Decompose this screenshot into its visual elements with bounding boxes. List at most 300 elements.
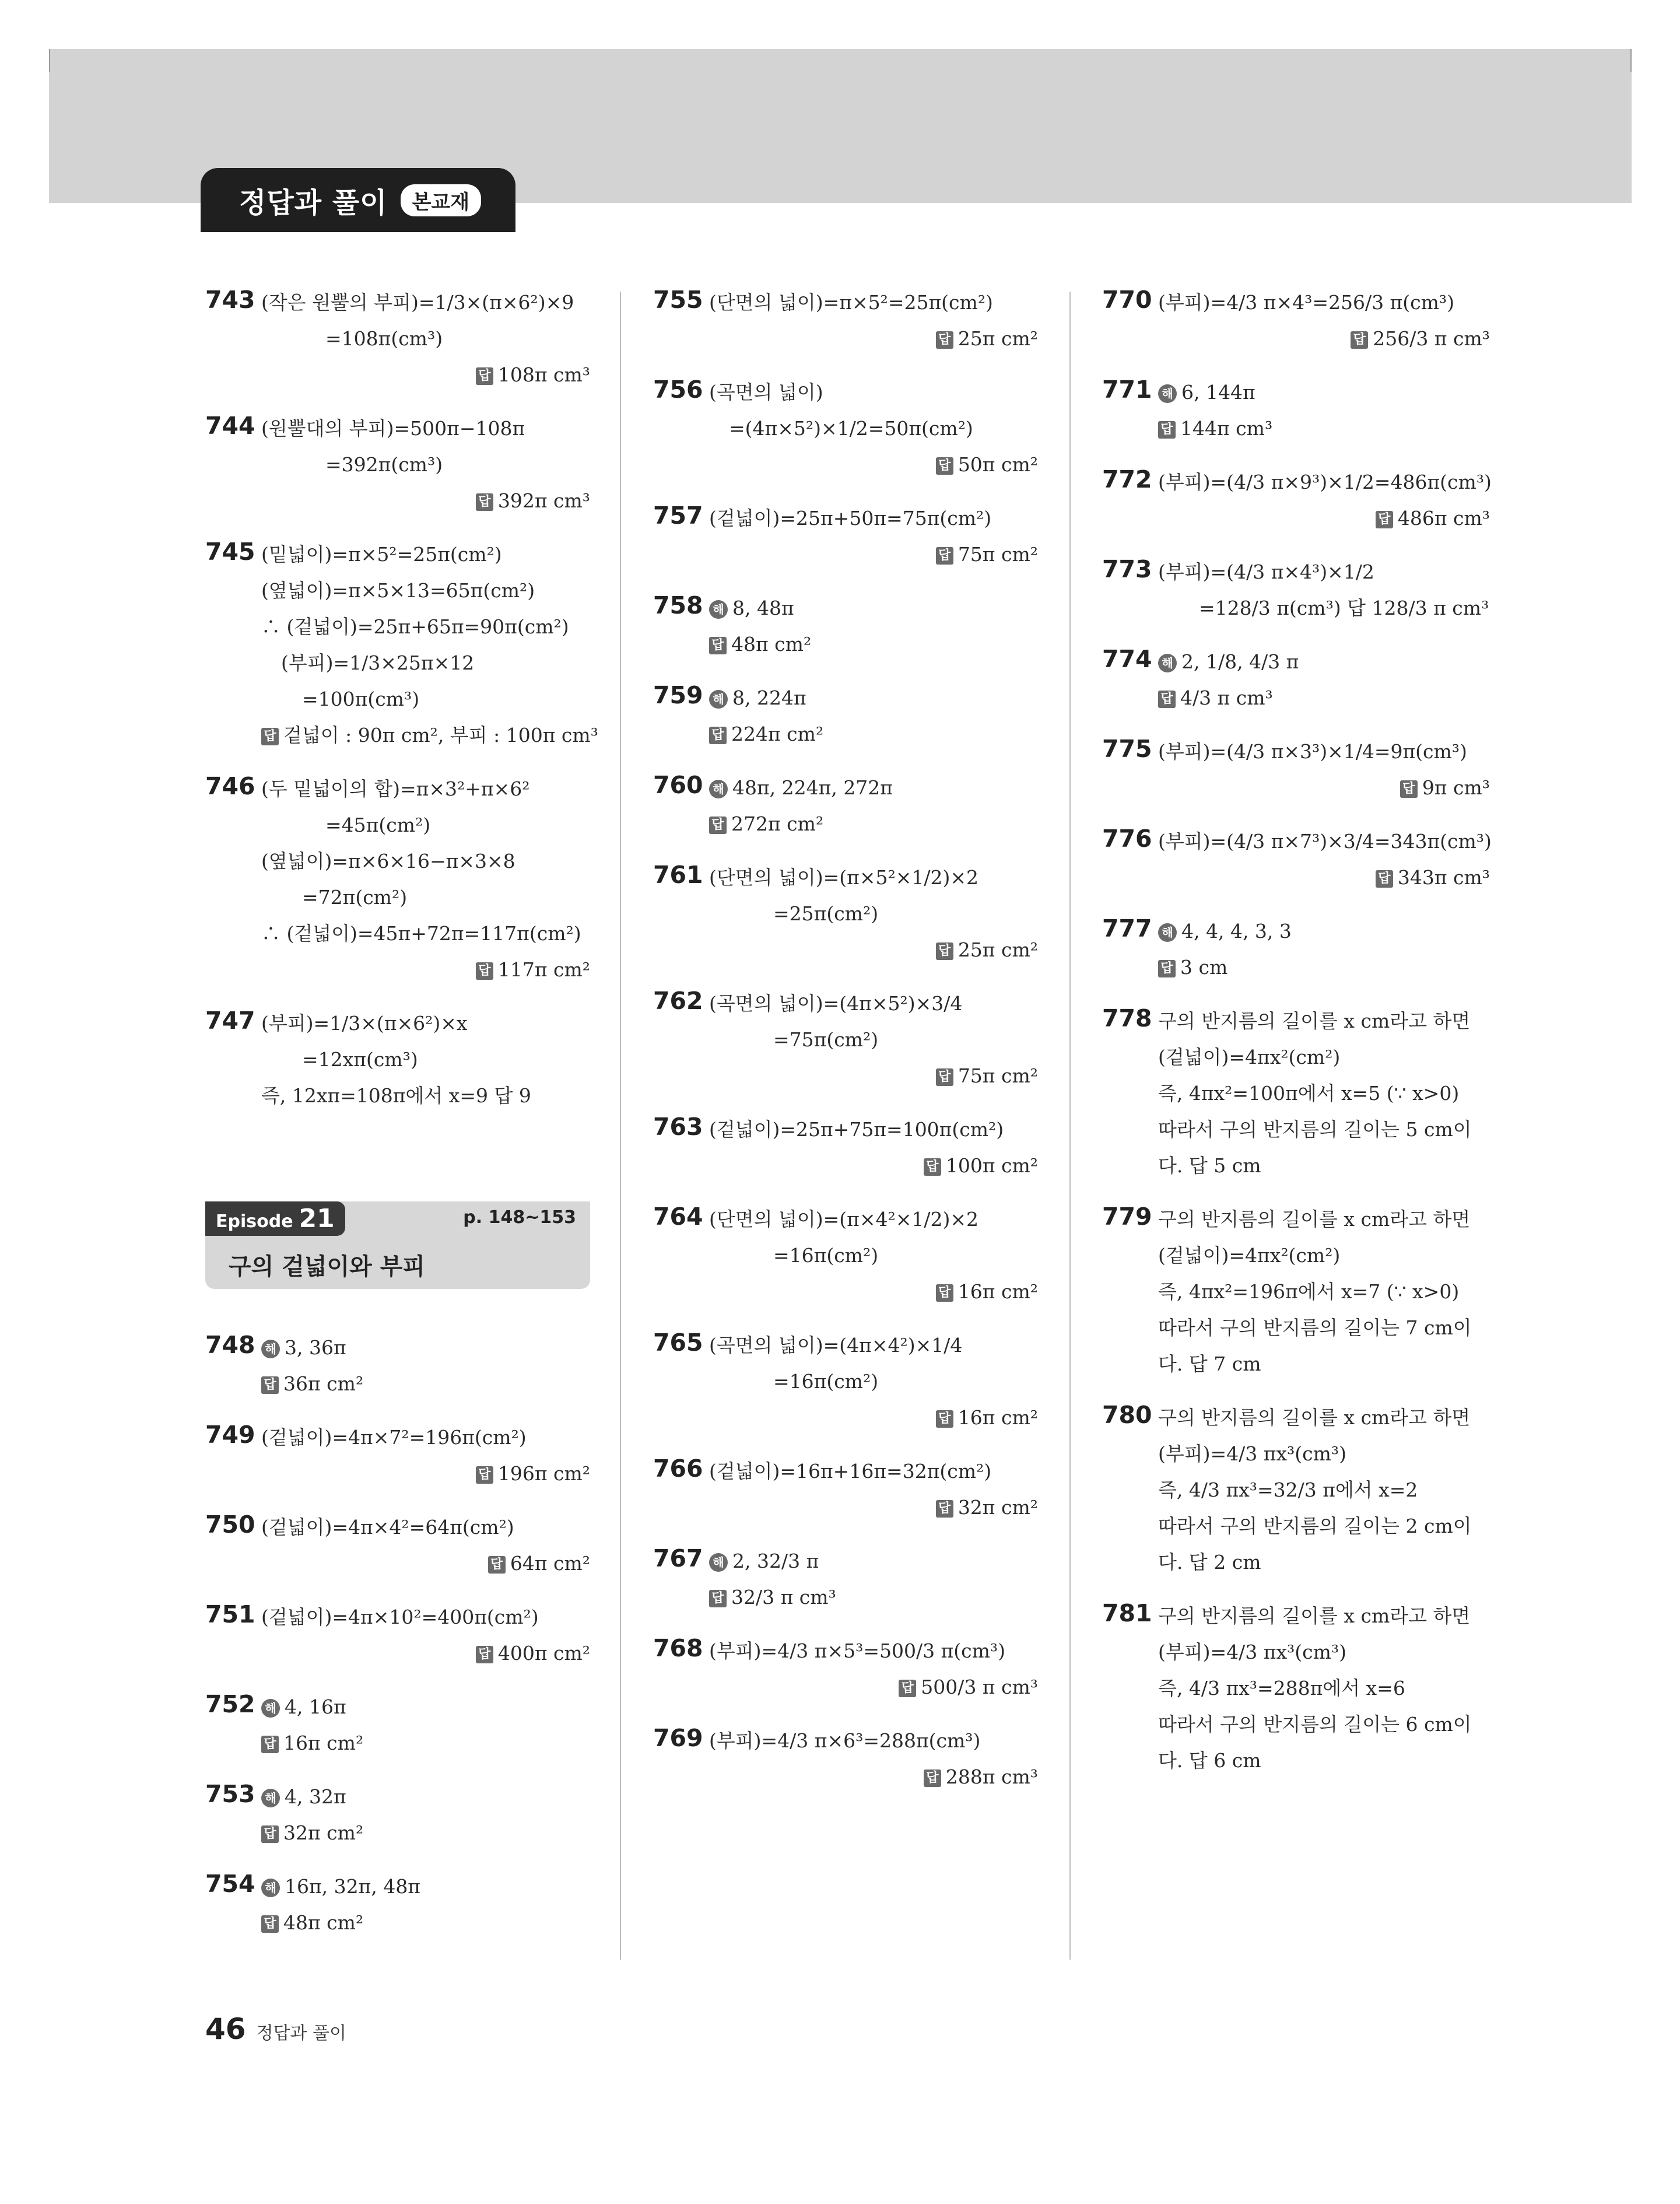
crop-mark [1630,49,1632,72]
problem-number: 771 [1102,376,1152,404]
problem-number: 763 [653,1113,703,1141]
solution-line [261,609,590,645]
solution-line [261,573,590,609]
answer-mark-icon: 답 [936,547,953,565]
hint-line [261,1779,590,1815]
answer-mark-icon: 답 [476,962,493,980]
problem [1102,285,1490,357]
solution-line [1158,1472,1490,1508]
problem-number: 756 [653,376,703,404]
hint-line [261,1330,590,1366]
answer-mark-icon: 답 [261,728,279,745]
hint-line [709,1543,1038,1579]
line-text: (부피)=(4/3 π×3³)×1/4=9π(cm³) [1158,740,1467,763]
problem-number: 779 [1102,1203,1152,1231]
solution-line [709,1201,1038,1238]
hint-mark-icon: 해 [709,780,728,798]
answer-line [261,717,598,754]
line-text: 392π cm³ [497,489,590,512]
problem [653,860,1038,968]
problem [205,1689,590,1761]
line-text: 2, 32/3 π [732,1550,819,1572]
problem [1102,554,1490,626]
solution-line [709,1238,1038,1274]
column-divider [1069,292,1071,1960]
line-text: (부피)=1/3×25π×12 [281,651,475,674]
line-text: 16π, 32π, 48π [285,1875,420,1898]
line-text: (겉넓이)=25π+50π=75π(cm²) [709,507,992,530]
problem [205,411,590,519]
problem-number: 775 [1102,735,1152,763]
solution-line [709,411,1038,447]
answer-line [261,483,590,519]
answer-line [261,1815,590,1851]
solution-line [709,1327,1038,1364]
line-text: (밑넓이)=π×5²=25π(cm²) [261,543,502,566]
line-text: 36π cm² [283,1372,364,1395]
answer-line [709,932,1038,968]
line-text: 16π cm² [958,1406,1038,1429]
solution-line [1158,1346,1490,1382]
solution-line [1158,590,1490,626]
answer-line [709,626,1038,663]
line-text: 196π cm² [497,1462,590,1485]
answer-line [709,447,1038,483]
line-text: 따라서 구의 반지름의 길이는 2 cm이 [1158,1515,1472,1537]
column-3 [1102,285,1490,1796]
answer-line [709,1490,1038,1526]
line-text: 2, 1/8, 4/3 π [1181,650,1299,673]
problem [653,285,1038,357]
problem [205,1599,590,1672]
problem [1102,1400,1490,1581]
problem [205,285,590,393]
line-text: 구의 반지름의 길이를 x cm라고 하면 [1158,1406,1471,1429]
answer-mark-icon: 답 [936,331,953,349]
answer-line [709,1759,1038,1795]
line-text: 따라서 구의 반지름의 길이는 6 cm이 [1158,1713,1472,1736]
answer-mark-icon: 답 [1400,780,1418,798]
problem [653,1453,1038,1526]
line-text: 8, 48π [732,597,794,619]
line-text: 4, 4, 4, 3, 3 [1181,920,1292,942]
answer-line [1158,860,1490,896]
hint-mark-icon: 해 [709,690,728,709]
line-text: (단면의 넓이)=(π×5²×1/2)×2 [709,866,978,889]
solution-line [709,1112,1038,1148]
solution-line [1158,1598,1490,1634]
answer-mark-icon: 답 [936,942,953,960]
line-text: 16π cm² [958,1280,1038,1303]
line-text: 400π cm² [497,1642,590,1665]
problem-number: 772 [1102,465,1152,493]
problem [205,537,598,754]
solution-line [261,1420,590,1456]
line-text: =128/3 π(cm³) 답 128/3 π cm³ [1199,597,1489,619]
line-text: 25π cm² [958,327,1038,350]
solution-line [1158,1039,1490,1075]
answer-mark-icon: 답 [1376,870,1393,888]
line-text: (겉넓이)=4πx²(cm²) [1158,1046,1341,1068]
line-text: 즉, 12xπ=108π에서 x=9 답 9 [261,1084,531,1107]
line-text: =100π(cm³) [302,688,420,710]
answer-mark-icon: 답 [476,1646,493,1663]
line-text: (부피)=(4/3 π×7³)×3/4=343π(cm³) [1158,830,1492,853]
solution-line [709,1723,1038,1759]
answer-mark-icon: 답 [476,1466,493,1484]
problem-number: 754 [205,1870,255,1898]
solution-line [1158,285,1490,321]
solution-line [709,1364,1038,1400]
line-text: (겉넓이)=16π+16π=32π(cm²) [709,1460,992,1483]
line-text: 64π cm² [510,1552,590,1575]
line-text: ∴ (겉넓이)=45π+72π=117π(cm²) [261,922,581,945]
answer-mark-icon: 답 [1376,511,1393,528]
line-text: (옆넓이)=π×5×13=65π(cm²) [261,579,535,602]
solution-line [1158,1400,1490,1436]
answer-line [1158,680,1490,716]
line-text: 다. 답 6 cm [1158,1749,1261,1772]
solution-line [261,843,590,880]
line-text: =75π(cm²) [773,1028,879,1051]
line-text: 32π cm² [958,1496,1038,1519]
problem [653,770,1038,842]
hint-mark-icon: 해 [1158,923,1177,942]
line-text: 즉, 4πx²=196π에서 x=7 (∵ x>0) [1158,1280,1460,1303]
problem-number: 749 [205,1421,255,1449]
answer-line [709,1274,1038,1310]
answer-line [261,1456,590,1492]
solution-line [261,1042,590,1078]
line-text: 9π cm³ [1422,776,1490,799]
solution-line [261,321,590,357]
problem-number: 780 [1102,1401,1152,1429]
problem-number: 764 [653,1203,703,1231]
problem [205,1869,590,1941]
problem [1102,1003,1490,1184]
line-text: 따라서 구의 반지름의 길이는 7 cm이 [1158,1316,1472,1339]
problem-number: 769 [653,1724,703,1752]
solution-line [1158,1707,1490,1743]
solution-line [261,771,590,807]
line-text: 4, 32π [285,1785,346,1808]
solution-line [261,1005,590,1042]
line-text: (부피)=4/3 π×5³=500/3 π(cm³) [709,1639,1005,1662]
column-1 [205,285,598,1958]
problem-number: 750 [205,1511,255,1539]
page-footer [205,2012,346,2046]
line-text: (곡면의 넓이)=(4π×5²)×3/4 [709,992,963,1015]
problem [653,590,1038,663]
line-text: =16π(cm²) [773,1370,879,1393]
answer-line [709,1400,1038,1436]
problem-number: 766 [653,1455,703,1483]
problem [205,1005,590,1114]
problem-number: 745 [205,538,255,566]
problem [653,1723,1038,1795]
solution-line [709,896,1038,932]
problem [653,374,1038,483]
line-text: 3 cm [1180,956,1228,979]
problem-number: 768 [653,1634,703,1662]
line-text: 3, 36π [285,1336,346,1359]
solution-line [1158,1274,1490,1310]
line-text: (원뿔대의 부피)=500π−108π [261,417,525,440]
hint-line [709,680,1038,716]
problem-number: 760 [653,771,703,799]
episode-label: Episode [216,1211,293,1232]
answer-line [261,1366,590,1402]
line-text: =108π(cm³) [325,327,443,350]
solution-line [261,537,590,573]
line-text: (곡면의 넓이)=(4π×4²)×1/4 [709,1334,963,1357]
problem-number: 757 [653,502,703,530]
answer-mark-icon: 답 [1158,421,1176,439]
solution-line [1158,1201,1490,1238]
problem-number: 755 [653,286,703,314]
line-text: 48π, 224π, 272π [732,776,893,799]
solution-line [709,1453,1038,1490]
hint-line [1158,644,1490,680]
solution-line [1158,1310,1490,1346]
answer-mark-icon: 답 [488,1556,506,1574]
answer-mark-icon: 답 [261,1376,279,1394]
answer-line [709,321,1038,357]
problem-list [1102,285,1490,1779]
answer-line [709,806,1038,842]
line-text: (부피)=4/3 π×6³=288π(cm³) [709,1729,981,1752]
problem-number: 776 [1102,825,1152,853]
line-text: 4, 16π [285,1695,346,1718]
solution-line [261,285,590,321]
hint-mark-icon: 해 [261,1340,280,1358]
solution-line [261,916,590,952]
problem [1102,913,1490,986]
line-text: (겉넓이)=25π+75π=100π(cm²) [709,1118,1004,1141]
answer-line [709,1148,1038,1184]
line-text: 4/3 π cm³ [1180,686,1273,709]
problem [1102,734,1490,806]
answer-mark-icon: 답 [1158,691,1176,708]
line-text: 48π cm² [283,1911,364,1934]
line-text: (부피)=(4/3 π×4³)×1/2 [1158,560,1374,583]
solution-line [709,1633,1038,1669]
footer-label: 정답과 풀이 [256,2023,347,2044]
answer-mark-icon: 답 [261,1915,279,1933]
problem-number: 748 [205,1331,255,1359]
line-text: =45π(cm²) [325,814,431,836]
solution-line [1158,1112,1490,1148]
episode-number: 21 [299,1204,335,1234]
solution-line [1158,1743,1490,1779]
page-title: 정답과 풀이 [239,186,388,219]
answer-line [261,1725,590,1761]
answer-line [709,1669,1038,1705]
line-text: 75π cm² [958,1064,1038,1087]
answer-mark-icon: 답 [709,727,727,744]
answer-mark-icon: 답 [261,1736,279,1753]
solution-line [709,500,1038,537]
problem-list [653,285,1038,1795]
problem-number: 767 [653,1544,703,1572]
problem [205,1420,590,1492]
solution-line [261,411,590,447]
line-text: =16π(cm²) [773,1244,879,1267]
line-text: 32π cm² [283,1821,364,1844]
line-text: 224π cm² [731,723,824,745]
line-text: 100π cm² [945,1154,1038,1177]
problem [1102,644,1490,716]
line-text: 겉넓이 : 90π cm², 부피 : 100π cm³ [283,724,598,747]
problem-number: 758 [653,591,703,619]
line-text: 288π cm³ [945,1765,1038,1788]
answer-mark-icon: 답 [476,367,493,385]
answer-mark-icon: 답 [1351,331,1368,349]
solution-line [261,447,590,483]
solution-line [261,1509,590,1546]
solution-line [1158,1148,1490,1184]
textbook-badge: 본교재 [401,184,482,216]
answer-mark-icon: 답 [1158,960,1176,977]
answer-mark-icon: 답 [936,1410,953,1428]
solution-line [261,681,590,717]
hint-mark-icon: 해 [709,1553,728,1572]
problem [205,1330,590,1402]
line-text: =12xπ(cm³) [302,1048,418,1071]
line-text: 즉, 4πx²=100π에서 x=5 (∵ x>0) [1158,1082,1460,1105]
solution-line [261,1078,590,1114]
problem-list [205,285,598,1114]
answer-line [1158,411,1490,447]
answer-line [1158,949,1490,986]
hint-mark-icon: 해 [261,1879,280,1897]
problem [653,986,1038,1094]
problem-number: 762 [653,987,703,1015]
answer-line [261,1905,590,1941]
solution-line [1158,1508,1490,1544]
answer-mark-icon: 답 [924,1158,941,1176]
hint-mark-icon: 해 [1158,654,1177,672]
problem [1102,824,1490,896]
line-text: =25π(cm²) [773,902,879,925]
line-text: 144π cm³ [1180,417,1273,440]
problem [653,1201,1038,1310]
solution-line [709,374,1038,411]
hint-line [261,1869,590,1905]
answer-line [709,1058,1038,1094]
solution-line [709,285,1038,321]
line-text: =392π(cm³) [325,453,443,476]
line-text: (두 밑넓이의 합)=π×3²+π×6² [261,777,530,800]
answer-line [1158,770,1490,806]
episode-pages: p. 148~153 [463,1207,576,1228]
problem [205,1509,590,1582]
line-text: 다. 답 5 cm [1158,1154,1261,1177]
crop-mark [49,49,50,72]
solution-line [709,860,1038,896]
line-text: 따라서 구의 반지름의 길이는 5 cm이 [1158,1118,1472,1141]
problem-number: 759 [653,681,703,709]
line-text: (옆넓이)=π×6×16−π×3×8 [261,850,515,873]
solution-line [261,880,590,916]
solution-line [709,986,1038,1022]
hint-mark-icon: 해 [1158,384,1177,403]
problem-number: 752 [205,1690,255,1718]
line-text: (겉넓이)=4π×10²=400π(cm²) [261,1606,539,1628]
line-text: (곡면의 넓이) [709,381,823,404]
line-text: 117π cm² [497,958,590,981]
line-text: 108π cm³ [497,363,590,386]
solution-line [1158,554,1490,590]
hint-line [1158,913,1490,949]
problem [653,1327,1038,1436]
problem-number: 743 [205,286,255,314]
section-title-tab [201,168,515,232]
problem-list [205,1330,590,1941]
problem [205,771,590,988]
column-divider [620,292,621,1960]
line-text: =(4π×5²)×1/2=50π(cm²) [729,417,973,440]
solution-line [1158,1634,1490,1670]
line-text: 다. 답 7 cm [1158,1352,1261,1375]
problem-number: 773 [1102,555,1152,583]
line-text: (부피)=1/3×(π×6²)×x [261,1012,468,1035]
answer-mark-icon: 답 [261,1825,279,1843]
line-text: (겉넓이)=4πx²(cm²) [1158,1244,1341,1267]
column-2 [653,285,1038,1813]
line-text: 75π cm² [958,543,1038,566]
answer-line [709,716,1038,752]
hint-line [1158,374,1490,411]
line-text: 즉, 4/3 πx³=32/3 π에서 x=2 [1158,1478,1418,1501]
answer-mark-icon: 답 [936,1284,953,1302]
page-number: 46 [205,2012,246,2046]
episode-header [205,1201,590,1289]
answer-mark-icon: 답 [709,637,727,654]
answer-line [709,537,1038,573]
line-text: 16π cm² [283,1732,364,1754]
answer-line [261,1635,590,1672]
answer-mark-icon: 답 [709,817,727,834]
problem [205,1779,590,1851]
answer-line [261,1546,590,1582]
hint-mark-icon: 해 [261,1699,280,1718]
solution-line [1158,1003,1490,1039]
solution-line [261,807,590,843]
answer-mark-icon: 답 [936,1068,953,1086]
answer-mark-icon: 답 [899,1680,916,1697]
line-text: 구의 반지름의 길이를 x cm라고 하면 [1158,1010,1471,1032]
answer-mark-icon: 답 [924,1769,941,1787]
line-text: (작은 원뿔의 부피)=1/3×(π×6²)×9 [261,291,574,314]
answer-line [709,1579,1038,1616]
problem-number: 753 [205,1780,255,1808]
solution-line [1158,1670,1490,1707]
line-text: (부피)=4/3 πx³(cm³) [1158,1641,1347,1663]
line-text: ∴ (겉넓이)=25π+65π=90π(cm²) [261,615,569,638]
episode-title: 구의 겉넓이와 부피 [229,1253,425,1280]
answer-mark-icon: 답 [936,1500,953,1518]
line-text: 32/3 π cm³ [731,1586,836,1609]
problem [653,680,1038,752]
answer-line [1158,500,1490,537]
line-text: 6, 144π [1181,381,1255,404]
line-text: 486π cm³ [1397,507,1490,530]
line-text: 48π cm² [731,633,812,656]
problem-number: 744 [205,412,255,440]
problem [653,1543,1038,1616]
line-text: 다. 답 2 cm [1158,1551,1261,1574]
